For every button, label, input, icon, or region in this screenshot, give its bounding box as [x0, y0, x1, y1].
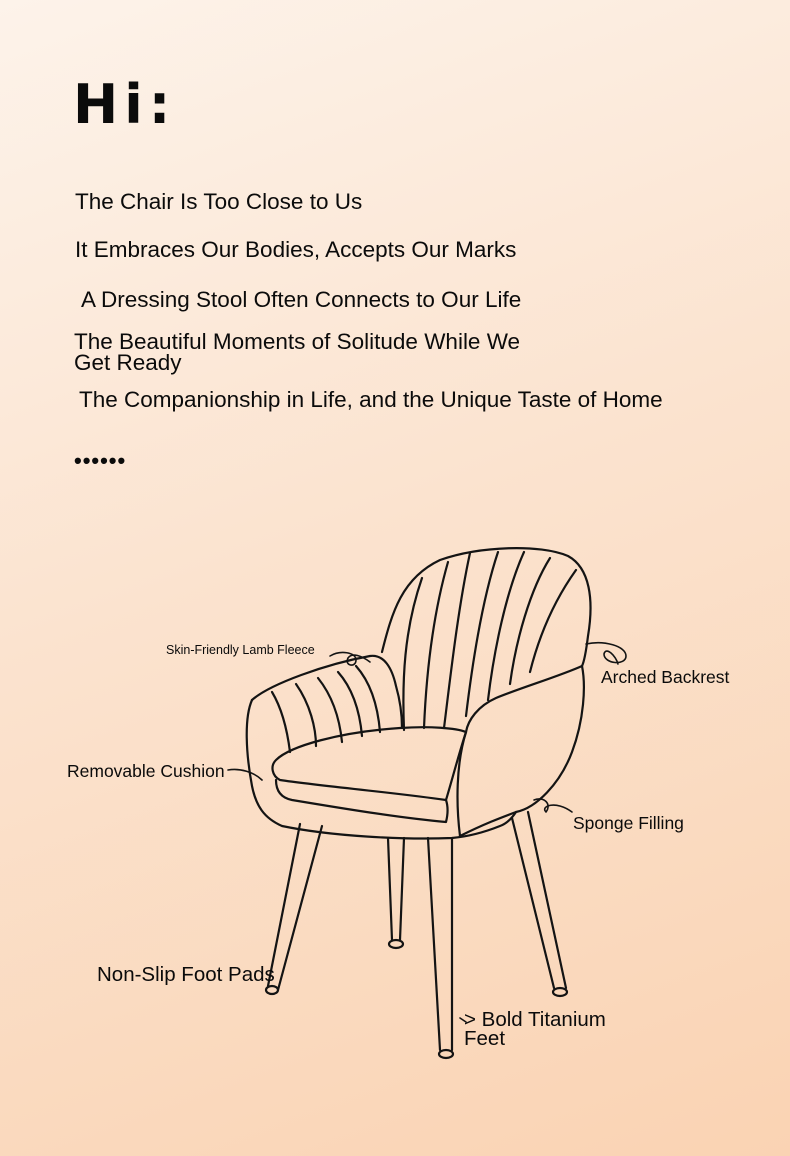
feature-label-sponge-filling: Sponge Filling	[573, 813, 684, 833]
backrest-channel	[424, 562, 448, 728]
arm-channel	[318, 678, 342, 742]
foot-pad	[439, 1050, 453, 1058]
feature-label-lamb-fleece: Skin-Friendly Lamb Fleece	[166, 643, 315, 657]
intro-line: The Companionship in Life, and the Unique Taste of Home	[79, 387, 663, 412]
ellipsis-dots: ••••••	[74, 448, 127, 473]
feature-label-arched-backrest: Arched Backrest	[601, 667, 730, 687]
backrest-channel	[444, 553, 470, 728]
feature-label-removable-cushion: Removable Cushion	[67, 761, 225, 781]
chair-leg	[512, 812, 566, 988]
chair-leg	[428, 838, 452, 1050]
callout-arrow	[228, 769, 262, 780]
greeting-heading: Hi:	[73, 73, 177, 136]
arm-channel	[272, 692, 290, 752]
intro-line: The Beautiful Moments of Solitude While We Get Ready	[74, 329, 521, 375]
seat-cushion	[273, 727, 466, 800]
intro-line: A Dressing Stool Often Connects to Our Life	[81, 287, 522, 312]
seat-cushion-edge	[276, 780, 448, 822]
intro-line: It Embraces Our Bodies, Accepts Our Marks	[75, 237, 517, 262]
foot-pad	[553, 988, 567, 996]
arm-channel	[338, 672, 362, 736]
chair-outer-body	[247, 700, 516, 839]
chair-right-arm	[466, 666, 582, 732]
chair-leg	[268, 824, 322, 990]
chair-leg	[388, 838, 404, 940]
feature-label-titanium-feet: > Bold Titanium Feet	[464, 1008, 606, 1050]
backrest-channel	[510, 558, 550, 684]
intro-line: The Chair Is Too Close to Us	[75, 189, 363, 214]
backrest-channel	[466, 552, 498, 716]
backrest-channel	[403, 578, 422, 730]
callout-arrow	[534, 799, 572, 812]
foot-pad	[389, 940, 403, 948]
arm-channel	[296, 684, 316, 746]
foot-pad	[266, 986, 278, 994]
callout-arrow	[586, 643, 626, 664]
feature-label-foot-pads: Non-Slip Foot Pads	[97, 963, 275, 986]
chair-right-arm-inner	[460, 666, 584, 836]
backrest-channel	[488, 552, 524, 700]
